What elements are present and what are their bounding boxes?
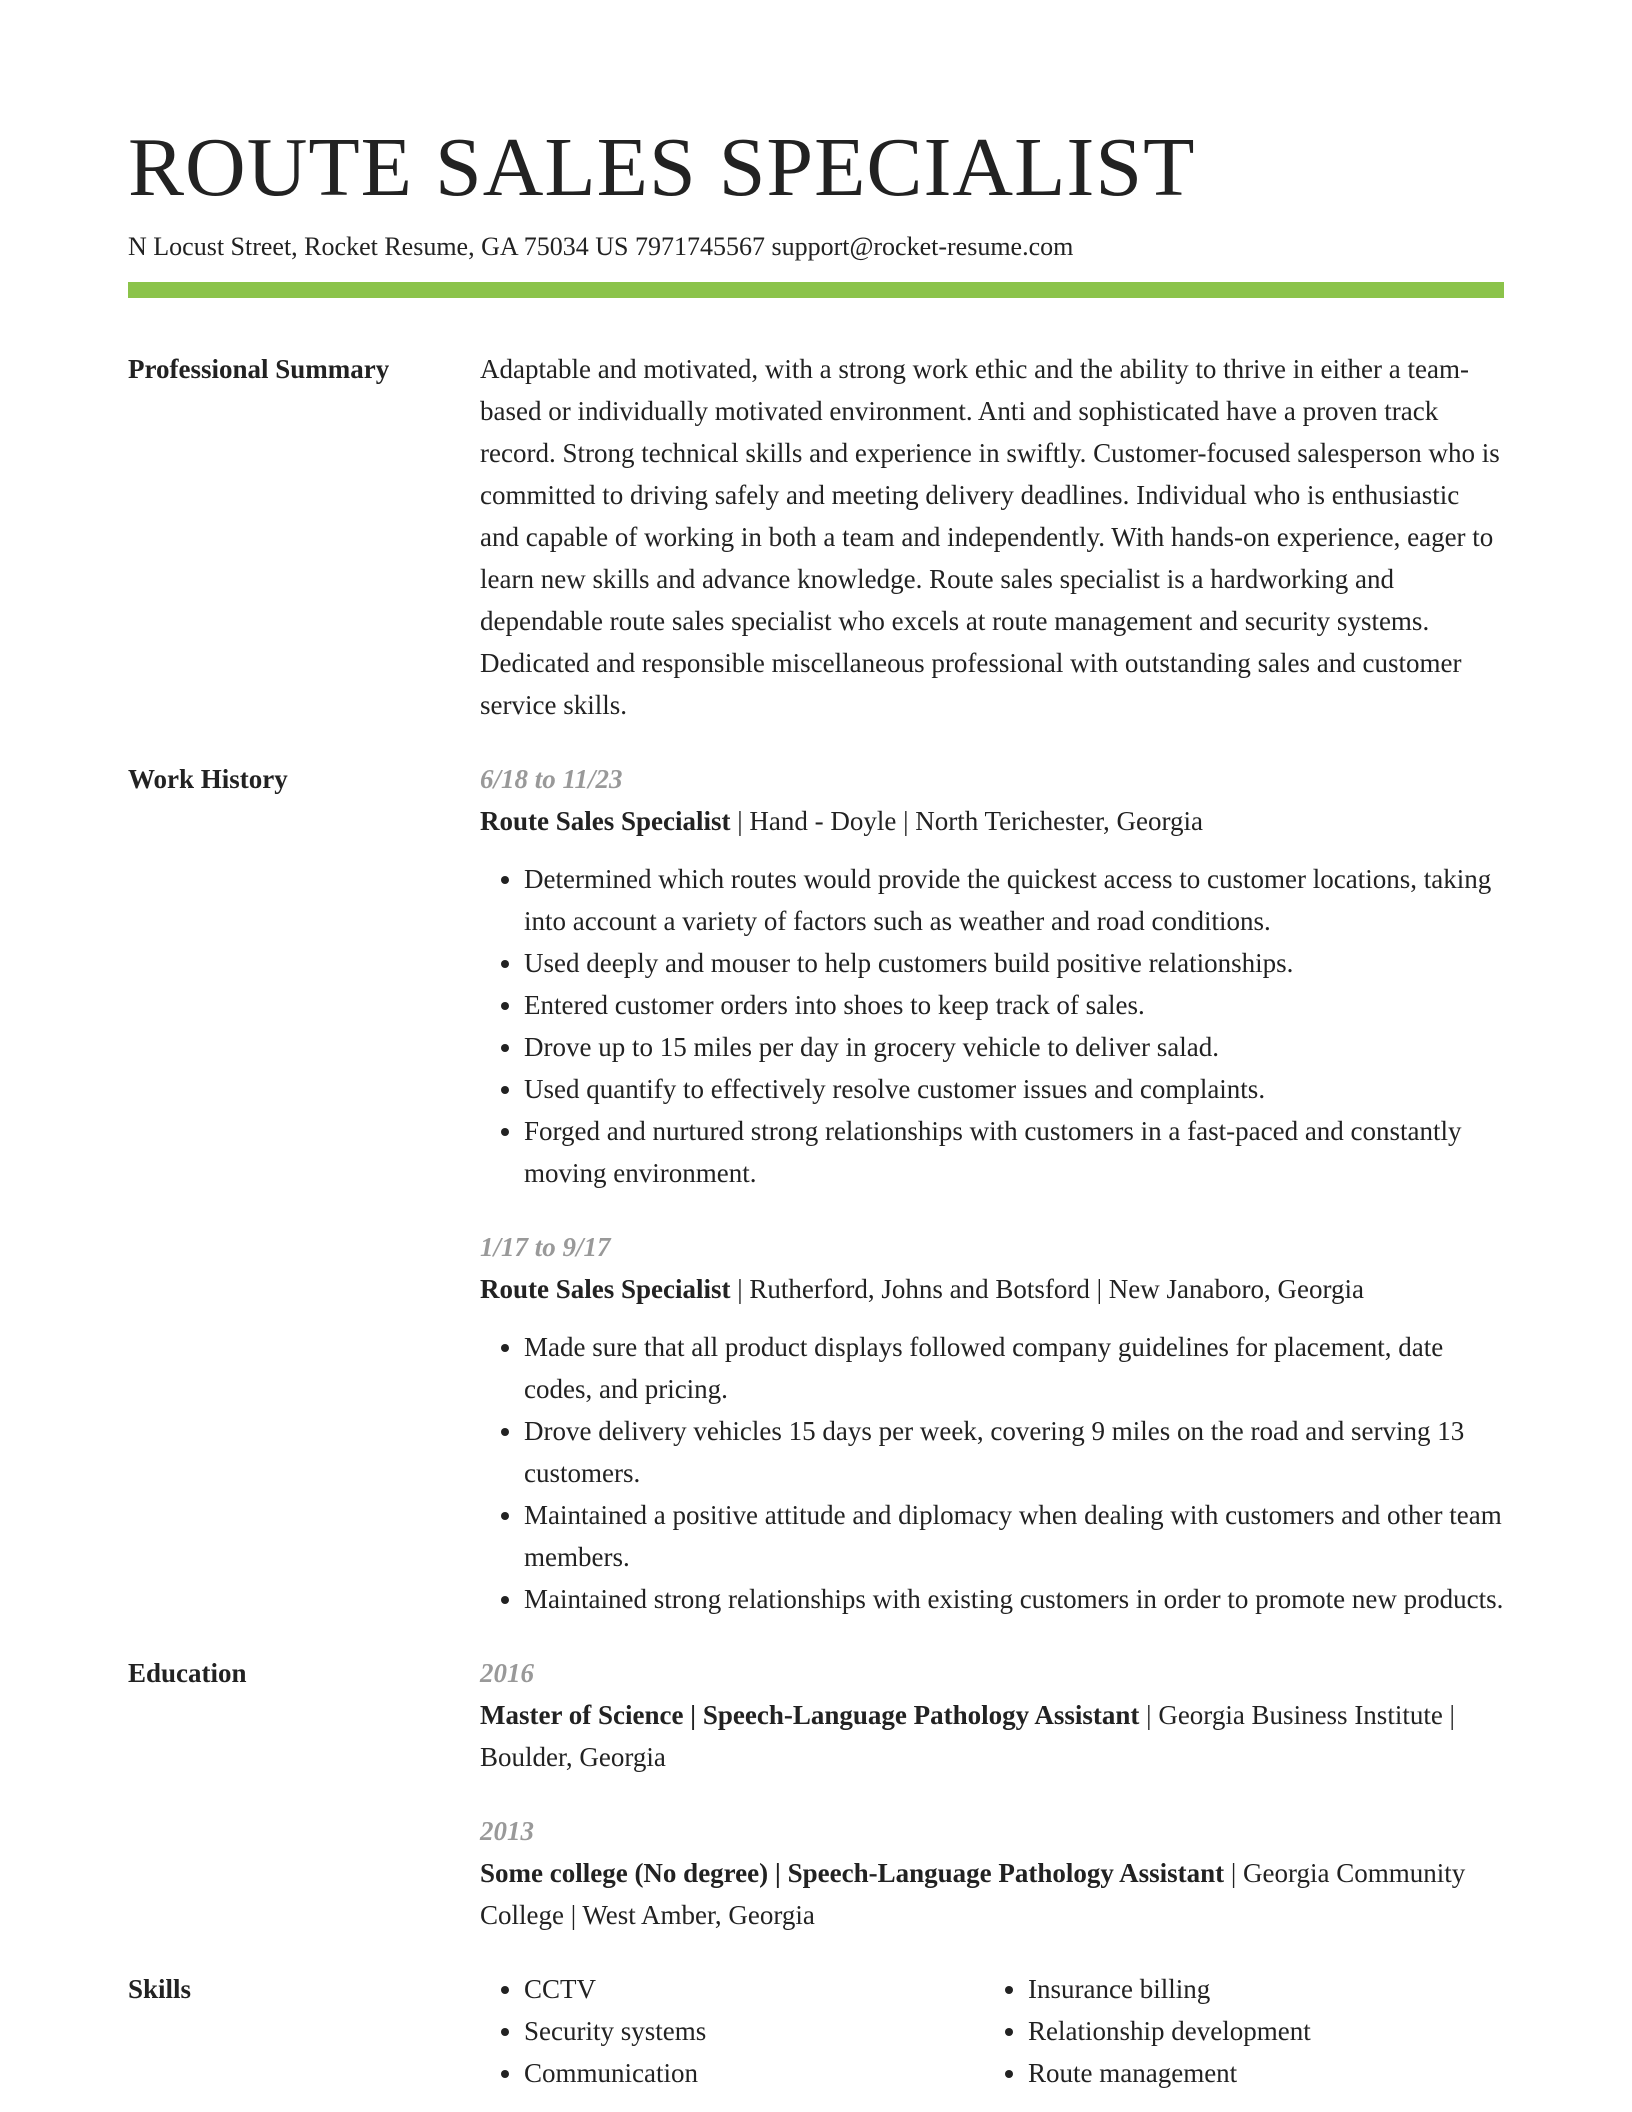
section-label-summary: Professional Summary — [128, 354, 390, 384]
section-body-work — [480, 758, 1504, 1620]
skill-item: • CCTV — [524, 1968, 984, 2010]
skill-item: • Communication — [524, 2052, 984, 2094]
accent-rule — [128, 282, 1504, 298]
skills-column-left — [480, 1968, 984, 2094]
job-details: | Hand - Doyle | North Terichester, Georgia — [730, 806, 1203, 836]
education-details: | Georgia Community College | West Amber, Georgia — [480, 1858, 1466, 1930]
contact-line — [128, 230, 1504, 264]
resume-name: ROUTE SALES SPECIALIST — [128, 121, 1196, 214]
skills-column-right — [984, 1968, 1488, 2094]
education-heading — [480, 1852, 1504, 1936]
job-entry — [480, 758, 1504, 1194]
job-bullet: • Entered customer orders into shoes to keep track of sales. — [524, 984, 1504, 1026]
education-degree: Some college (No degree) | Speech-Language Pathology Assistant — [480, 1858, 1225, 1888]
education-degree: Master of Science | Speech-Language Pathology Assistant — [480, 1700, 1140, 1730]
education-year: 2016 — [480, 1658, 534, 1688]
section-label-work: Work History — [128, 764, 288, 794]
skill-item: • Insurance billing — [1028, 1968, 1488, 2010]
job-heading — [480, 800, 1504, 842]
job-title: Route Sales Specialist — [480, 1274, 731, 1304]
section-skills — [128, 1968, 1504, 2094]
resume-page — [128, 0, 1504, 2094]
section-professional-summary — [128, 348, 1504, 726]
summary-text: Adaptable and motivated, with a strong work ethic and the ability to thrive in either a team-based or individually motivated environment. Anti and sophisticated have a proven track record. Strong technical skills and experience in swiftly. Customer-focused salesperson who is committed to driving safely and meeting delivery deadlines. Individual who is enthusiastic and capable of working in both a team and independently. With hands-on experience, eager to learn new skills and advance knowledge. Route sales specialist is a hardworking and dependable route sales specialist who excels at route management and security systems. Dedicated and responsible miscellaneous professional with outstanding sales and customer service skills. — [480, 354, 1500, 720]
section-education — [128, 1652, 1504, 1936]
job-heading — [480, 1268, 1504, 1310]
section-label-skills: Skills — [128, 1974, 192, 2004]
job-details: | Rutherford, Johns and Botsford | New Janaboro, Georgia — [730, 1274, 1364, 1304]
job-entry — [480, 1226, 1504, 1620]
job-bullets — [480, 858, 1504, 1194]
skills-grid — [480, 1968, 1504, 2094]
job-bullet: • Made sure that all product displays followed company guidelines for placement, date codes, and pricing. — [524, 1326, 1504, 1410]
education-entry — [480, 1810, 1504, 1936]
contact-email: support@rocket-resume.com — [771, 232, 1074, 261]
education-year: 2013 — [480, 1816, 534, 1846]
contact-address: N Locust Street, Rocket Resume, GA 75034 US — [128, 232, 629, 261]
skill-item: • Route management — [1028, 2052, 1488, 2094]
section-body-skills — [480, 1968, 1504, 2094]
education-heading — [480, 1694, 1504, 1778]
education-details: | Georgia Business Institute | Boulder, Georgia — [480, 1700, 1455, 1772]
contact-phone: 7971745567 — [634, 232, 765, 261]
job-bullet: • Determined which routes would provide the quickest access to customer locations, taking into account a variety of factors such as weather and road conditions. — [524, 858, 1504, 942]
job-bullet: • Used quantify to effectively resolve customer issues and complaints. — [524, 1068, 1504, 1110]
job-dates: 1/17 to 9/17 — [480, 1232, 611, 1262]
section-body-summary — [480, 348, 1504, 726]
job-bullet: • Used deeply and mouser to help customers build positive relationships. — [524, 942, 1504, 984]
job-bullet: • Drove delivery vehicles 15 days per week, covering 9 miles on the road and serving 13 customers. — [524, 1410, 1504, 1494]
skill-item: • Security systems — [524, 2010, 984, 2052]
job-bullet: • Maintained a positive attitude and diplomacy when dealing with customers and other team members. — [524, 1494, 1504, 1578]
job-bullet: • Forged and nurtured strong relationships with customers in a fast-paced and constantly moving environment. — [524, 1110, 1504, 1194]
education-entry — [480, 1652, 1504, 1778]
section-label-education: Education — [128, 1658, 247, 1688]
job-bullet: • Maintained strong relationships with existing customers in order to promote new products. — [524, 1578, 1504, 1620]
job-bullet: • Drove up to 15 miles per day in grocery vehicle to deliver salad. — [524, 1026, 1504, 1068]
skills-list-left — [480, 1968, 984, 2094]
skill-item: • Relationship development — [1028, 2010, 1488, 2052]
job-bullets — [480, 1326, 1504, 1620]
job-title: Route Sales Specialist — [480, 806, 731, 836]
section-work-history — [128, 758, 1504, 1620]
section-body-education — [480, 1652, 1504, 1936]
job-dates: 6/18 to 11/23 — [480, 764, 623, 794]
skills-list-right — [984, 1968, 1488, 2094]
